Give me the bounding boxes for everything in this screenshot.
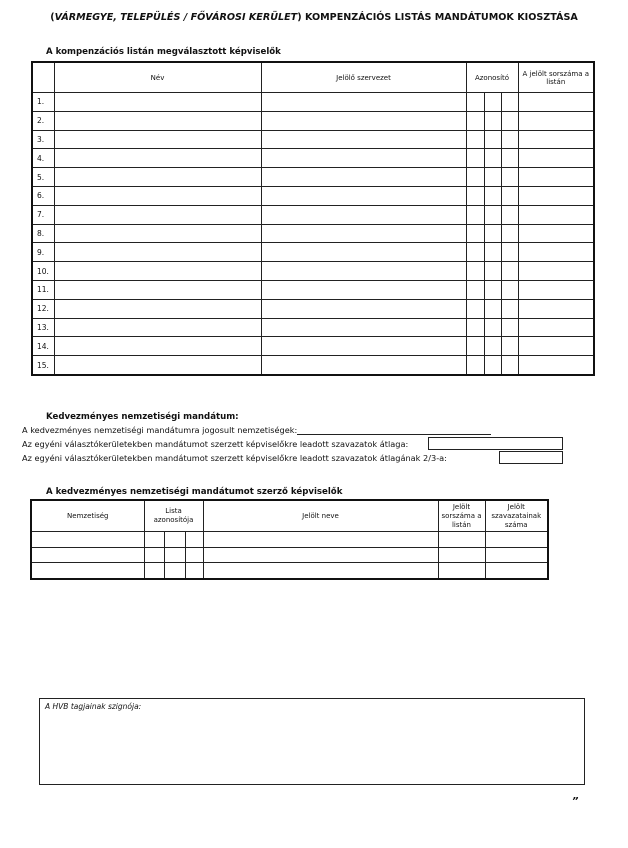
table-row	[32, 149, 594, 168]
table-row	[32, 111, 594, 130]
cell-org[interactable]	[261, 262, 466, 281]
cell-rank[interactable]	[518, 299, 594, 318]
cell-rank[interactable]	[518, 318, 594, 337]
cell-name[interactable]	[54, 130, 261, 149]
cell-name[interactable]	[54, 356, 261, 375]
cell-id1[interactable]	[466, 111, 484, 130]
cell-name[interactable]	[203, 532, 438, 548]
table-row	[32, 130, 594, 149]
cell-id2[interactable]	[484, 93, 501, 112]
cell-id2[interactable]	[484, 224, 501, 243]
cell-id2[interactable]	[484, 168, 501, 187]
row-number: 5.	[32, 168, 54, 187]
cell-rank[interactable]	[518, 168, 594, 187]
row-number: 9.	[32, 243, 54, 262]
cell-id3[interactable]	[501, 356, 518, 375]
column-header-candidate-rank: Jelölt sorszáma a listán	[438, 500, 485, 532]
cell-org[interactable]	[261, 93, 466, 112]
row-number: 2.	[32, 111, 54, 130]
cell-rank[interactable]	[518, 93, 594, 112]
cell-rank[interactable]	[438, 563, 485, 579]
cell-id1[interactable]	[466, 299, 484, 318]
cell-id3[interactable]	[501, 280, 518, 299]
vote-two-thirds-field[interactable]	[499, 451, 563, 464]
table-row	[32, 168, 594, 187]
cell-id2[interactable]	[484, 130, 501, 149]
cell-id3[interactable]	[501, 93, 518, 112]
cell-name[interactable]	[54, 111, 261, 130]
cell-id3[interactable]	[501, 186, 518, 205]
cell-list-id-3[interactable]	[185, 563, 203, 579]
table-row	[32, 93, 594, 112]
table-row	[32, 262, 594, 281]
cell-list-id-1[interactable]	[144, 532, 164, 548]
cell-id1[interactable]	[466, 243, 484, 262]
cell-id3[interactable]	[501, 205, 518, 224]
column-header-name: Név	[54, 62, 261, 93]
cell-list-id-3[interactable]	[185, 547, 203, 563]
cell-name[interactable]	[203, 563, 438, 579]
closing-quote-mark: ”	[572, 796, 579, 807]
eligible-nationalities-field[interactable]	[297, 425, 491, 435]
table-row	[31, 563, 548, 579]
cell-name[interactable]	[54, 205, 261, 224]
cell-rank[interactable]	[438, 547, 485, 563]
cell-org[interactable]	[261, 205, 466, 224]
cell-list-id-1[interactable]	[144, 547, 164, 563]
cell-name[interactable]	[54, 262, 261, 281]
cell-org[interactable]	[261, 337, 466, 356]
cell-org[interactable]	[261, 149, 466, 168]
column-header-number	[32, 62, 54, 93]
cell-org[interactable]	[261, 168, 466, 187]
cell-org[interactable]	[261, 111, 466, 130]
cell-id2[interactable]	[484, 356, 501, 375]
table-row	[32, 186, 594, 205]
column-header-nationality: Nemzetiség	[31, 500, 144, 532]
cell-name[interactable]	[54, 280, 261, 299]
signature-box[interactable]	[39, 698, 585, 785]
cell-list-id-1[interactable]	[144, 563, 164, 579]
row-number: 3.	[32, 130, 54, 149]
section3-heading: A kedvezményes nemzetiségi mandátumot szerző képviselők	[46, 487, 343, 497]
cell-id1[interactable]	[466, 205, 484, 224]
column-header-id: Azonosító	[466, 62, 518, 93]
page-title: (VÁRMEGYE, TELEPÜLÉS / FŐVÁROSI KERÜLET) KOMPENZÁCIÓS LISTÁS MANDÁTUMOK KIOSZTÁSA	[50, 12, 578, 23]
cell-id3[interactable]	[501, 337, 518, 356]
row-number: 6.	[32, 186, 54, 205]
cell-name[interactable]	[54, 93, 261, 112]
table-row	[32, 318, 594, 337]
cell-nationality[interactable]	[31, 547, 144, 563]
table-row	[32, 299, 594, 318]
cell-name[interactable]	[54, 224, 261, 243]
cell-list-id-2[interactable]	[164, 547, 185, 563]
cell-id2[interactable]	[484, 186, 501, 205]
section2-heading: Kedvezményes nemzetiségi mandátum:	[46, 412, 239, 422]
table-row	[32, 243, 594, 262]
eligible-nationalities-line: A kedvezményes nemzetiségi mandátumra jogosult nemzetiségek:	[22, 425, 491, 435]
cell-id3[interactable]	[501, 243, 518, 262]
section1-heading: A kompenzációs listán megválasztott képviselők	[46, 47, 281, 57]
row-number: 1.	[32, 93, 54, 112]
cell-name[interactable]	[54, 149, 261, 168]
cell-id1[interactable]	[466, 337, 484, 356]
cell-rank[interactable]	[518, 224, 594, 243]
vote-average-field[interactable]	[428, 437, 563, 450]
column-header-candidate-name: Jelölt neve	[203, 500, 438, 532]
cell-id1[interactable]	[466, 149, 484, 168]
cell-id2[interactable]	[484, 337, 501, 356]
cell-org[interactable]	[261, 186, 466, 205]
cell-id3[interactable]	[501, 224, 518, 243]
cell-name[interactable]	[54, 186, 261, 205]
cell-rank[interactable]	[518, 149, 594, 168]
cell-org[interactable]	[261, 280, 466, 299]
cell-org[interactable]	[261, 356, 466, 375]
compensation-list-table	[31, 61, 595, 376]
cell-id2[interactable]	[484, 262, 501, 281]
cell-rank[interactable]	[518, 262, 594, 281]
cell-votes[interactable]	[485, 563, 548, 579]
cell-votes[interactable]	[485, 532, 548, 548]
cell-id2[interactable]	[484, 280, 501, 299]
cell-rank[interactable]	[518, 111, 594, 130]
cell-list-id-2[interactable]	[164, 563, 185, 579]
cell-id2[interactable]	[484, 243, 501, 262]
cell-id1[interactable]	[466, 262, 484, 281]
row-number: 11.	[32, 280, 54, 299]
table-row	[32, 280, 594, 299]
cell-rank[interactable]	[518, 337, 594, 356]
column-header-org: Jelölő szervezet	[261, 62, 466, 93]
cell-name[interactable]	[203, 547, 438, 563]
cell-nationality[interactable]	[31, 563, 144, 579]
cell-org[interactable]	[261, 243, 466, 262]
cell-name[interactable]	[54, 337, 261, 356]
row-number: 12.	[32, 299, 54, 318]
cell-id2[interactable]	[484, 149, 501, 168]
cell-rank[interactable]	[518, 186, 594, 205]
table-row	[31, 532, 548, 548]
vote-two-thirds-line: Az egyéni választókerületekben mandátumot szerzett képviselőkre leadott szavazatok átlagának 2/3-a:	[22, 453, 447, 463]
nationality-mandate-table	[30, 499, 549, 580]
cell-id3[interactable]	[501, 168, 518, 187]
cell-rank[interactable]	[518, 356, 594, 375]
cell-votes[interactable]	[485, 547, 548, 563]
cell-nationality[interactable]	[31, 532, 144, 548]
row-number: 15.	[32, 356, 54, 375]
cell-id3[interactable]	[501, 149, 518, 168]
cell-org[interactable]	[261, 224, 466, 243]
cell-name[interactable]	[54, 318, 261, 337]
cell-id2[interactable]	[484, 111, 501, 130]
cell-rank[interactable]	[518, 280, 594, 299]
row-number: 4.	[32, 149, 54, 168]
cell-id3[interactable]	[501, 318, 518, 337]
table-row	[31, 547, 548, 563]
cell-id2[interactable]	[484, 299, 501, 318]
row-number: 7.	[32, 205, 54, 224]
cell-name[interactable]	[54, 299, 261, 318]
cell-list-id-3[interactable]	[185, 532, 203, 548]
column-header-list-id: Lista azonosítója	[144, 500, 203, 532]
table-row	[32, 356, 594, 375]
cell-rank[interactable]	[518, 243, 594, 262]
row-number: 14.	[32, 337, 54, 356]
cell-id1[interactable]	[466, 93, 484, 112]
cell-id1[interactable]	[466, 356, 484, 375]
cell-id1[interactable]	[466, 318, 484, 337]
cell-name[interactable]	[54, 243, 261, 262]
cell-id3[interactable]	[501, 262, 518, 281]
cell-id1[interactable]	[466, 280, 484, 299]
cell-id1[interactable]	[466, 186, 484, 205]
cell-org[interactable]	[261, 299, 466, 318]
cell-rank[interactable]	[518, 130, 594, 149]
cell-id3[interactable]	[501, 299, 518, 318]
cell-id1[interactable]	[466, 224, 484, 243]
cell-id2[interactable]	[484, 318, 501, 337]
table-row	[32, 205, 594, 224]
table-row	[32, 224, 594, 243]
cell-id3[interactable]	[501, 111, 518, 130]
cell-list-id-2[interactable]	[164, 532, 185, 548]
cell-id1[interactable]	[466, 130, 484, 149]
table-row	[32, 337, 594, 356]
cell-name[interactable]	[54, 168, 261, 187]
cell-id1[interactable]	[466, 168, 484, 187]
signature-label: A HVB tagjainak szignója:	[45, 702, 142, 711]
cell-org[interactable]	[261, 130, 466, 149]
row-number: 8.	[32, 224, 54, 243]
column-header-rank: A jelölt sorszáma a listán	[518, 62, 594, 93]
cell-rank[interactable]	[438, 532, 485, 548]
cell-org[interactable]	[261, 318, 466, 337]
cell-id3[interactable]	[501, 130, 518, 149]
cell-rank[interactable]	[518, 205, 594, 224]
row-number: 13.	[32, 318, 54, 337]
row-number: 10.	[32, 262, 54, 281]
vote-average-line: Az egyéni választókerületekben mandátumot szerzett képviselőkre leadott szavazatok átlaga:	[22, 439, 409, 449]
cell-id2[interactable]	[484, 205, 501, 224]
column-header-candidate-votes: Jelölt szavazatainak száma	[485, 500, 548, 532]
